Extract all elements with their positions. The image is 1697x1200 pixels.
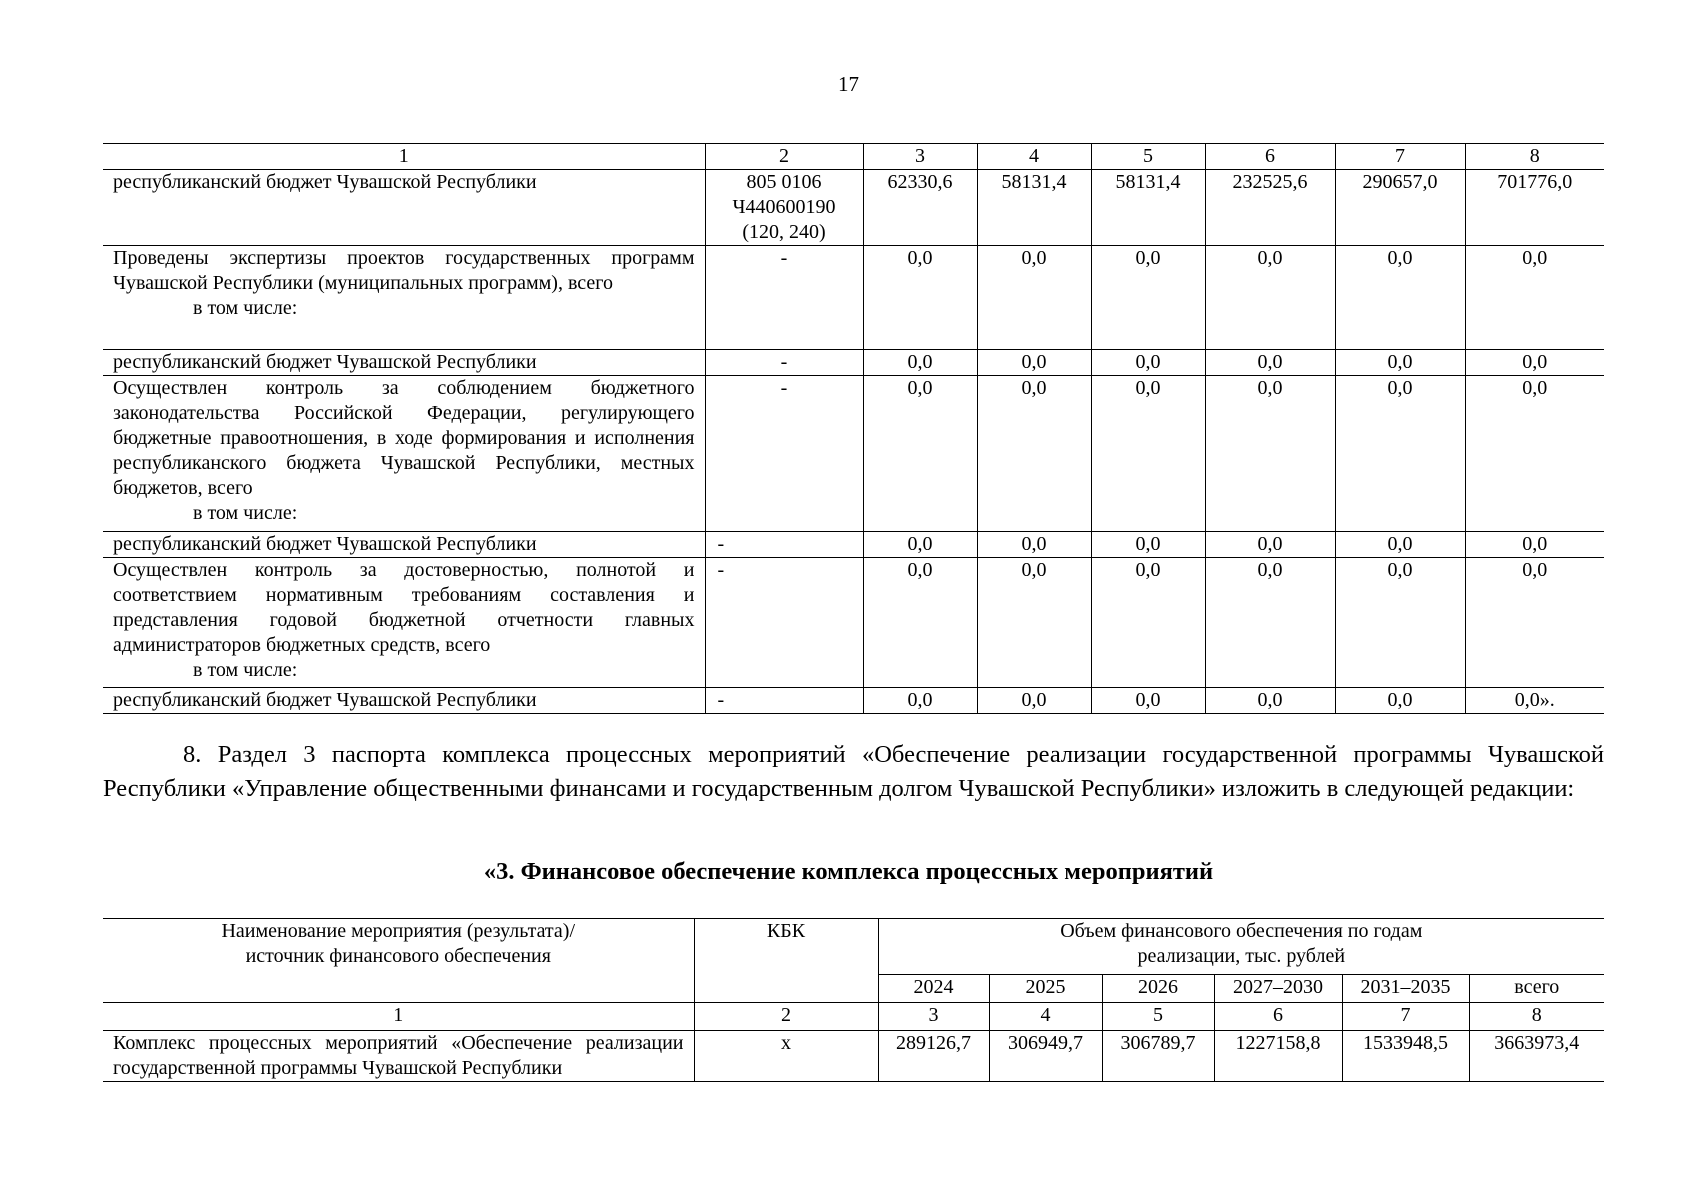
table-row xyxy=(103,170,1604,246)
row-value: 0,0 xyxy=(1205,246,1335,350)
row-value: 0,0 xyxy=(1335,558,1465,688)
row-name: республиканский бюджет Чувашской Республики xyxy=(113,351,537,373)
row-value: 0,0 xyxy=(1335,350,1465,376)
row-kbk: - xyxy=(705,532,863,558)
column-number: 1 xyxy=(103,1003,694,1031)
row-kbk: х xyxy=(694,1031,878,1082)
row-value: 0,0 xyxy=(1335,246,1465,350)
financial-support-table xyxy=(103,918,1604,1082)
row-value: 289126,7 xyxy=(878,1031,989,1082)
row-value: 0,0 xyxy=(1091,532,1205,558)
header-volume-line: реализации, тыс. рублей xyxy=(1137,945,1346,967)
row-name-cell xyxy=(103,532,705,558)
row-value: 0,0 xyxy=(1205,376,1335,532)
year-header: 2027–2030 xyxy=(1214,975,1342,1003)
row-value: 0,0 xyxy=(977,688,1091,714)
row-value: 0,0 xyxy=(977,376,1091,532)
row-value: 0,0 xyxy=(863,688,977,714)
row-value: 0,0 xyxy=(1465,376,1604,532)
year-header: 2031–2035 xyxy=(1342,975,1469,1003)
row-value: 0,0 xyxy=(1205,688,1335,714)
year-header: 2026 xyxy=(1102,975,1214,1003)
row-value: 701776,0 xyxy=(1465,170,1604,246)
kbk-line: (120, 240) xyxy=(742,221,826,243)
row-subtitle: в том числе: xyxy=(193,297,298,319)
row-name-cell xyxy=(103,170,705,246)
header-name-line: Наименование мероприятия (результата)/ xyxy=(221,920,576,942)
column-number: 6 xyxy=(1214,1003,1342,1031)
row-value: 1533948,5 xyxy=(1342,1031,1469,1082)
row-value: 0,0 xyxy=(977,246,1091,350)
row-kbk xyxy=(705,170,863,246)
header-volume-line: Объем финансового обеспечения по годам xyxy=(1060,920,1423,942)
row-value: 232525,6 xyxy=(1205,170,1335,246)
row-name: Проведены экспертизы проектов государственных программ Чувашской Республики (муниципальных программ), всего xyxy=(113,247,695,294)
row-value: 0,0 xyxy=(1091,376,1205,532)
row-value: 0,0 xyxy=(1335,688,1465,714)
column-number: 6 xyxy=(1205,144,1335,170)
row-name-cell xyxy=(103,246,705,350)
row-value: 0,0 xyxy=(1465,558,1604,688)
row-name: Осуществлен контроль за соблюдением бюджетного законодательства Российской Федерации, регулирующего бюджетные правоотношения, в ходе формирования и исполнения республиканского бюджета Чувашской Республики, местных бюджетов, всего xyxy=(113,377,695,499)
row-name: Осуществлен контроль за достоверностью, полнотой и соответствием нормативным требованиям составления и представления годовой бюджетной отчетности главных администраторов бюджетных средств, всего xyxy=(113,559,695,656)
row-subtitle: в том числе: xyxy=(193,659,298,681)
amendment-paragraph: 8. Раздел 3 паспорта комплекса процессных мероприятий «Обеспечение реализации государственной программы Чувашской Республики «Управление общественными финансами и государственным долгом Чувашской Республики» изложить в следующей редакции: xyxy=(103,741,1604,802)
row-name-cell xyxy=(103,688,705,714)
row-subtitle: в том числе: xyxy=(193,502,298,524)
row-value: 0,0». xyxy=(1465,688,1604,714)
column-number-row xyxy=(103,144,1604,170)
row-name-cell xyxy=(103,376,705,532)
row-name: Комплекс процессных мероприятий «Обеспечение реализации государственной программы Чувашской Республики xyxy=(103,1031,694,1082)
column-number: 7 xyxy=(1335,144,1465,170)
row-value: 0,0 xyxy=(1465,246,1604,350)
row-value: 0,0 xyxy=(863,246,977,350)
row-value: 290657,0 xyxy=(1335,170,1465,246)
row-name: республиканский бюджет Чувашской Республики xyxy=(113,171,537,193)
column-number: 1 xyxy=(103,144,705,170)
column-number: 3 xyxy=(863,144,977,170)
column-number: 3 xyxy=(878,1003,989,1031)
table-row xyxy=(103,1031,1604,1082)
row-kbk: - xyxy=(705,558,863,688)
row-value: 0,0 xyxy=(863,350,977,376)
row-value: 62330,6 xyxy=(863,170,977,246)
row-value: 0,0 xyxy=(1091,246,1205,350)
column-number: 2 xyxy=(694,1003,878,1031)
kbk-line: 805 0106 xyxy=(746,171,822,193)
year-header: 2025 xyxy=(989,975,1102,1003)
row-value: 0,0 xyxy=(1335,376,1465,532)
row-value: 0,0 xyxy=(1091,558,1205,688)
column-number: 5 xyxy=(1091,144,1205,170)
kbk-line: Ч440600190 xyxy=(732,196,836,218)
row-name: республиканский бюджет Чувашской Республики xyxy=(113,533,537,555)
year-header: всего xyxy=(1469,975,1604,1003)
row-value: 0,0 xyxy=(977,350,1091,376)
column-number: 8 xyxy=(1465,144,1604,170)
row-value: 0,0 xyxy=(1091,350,1205,376)
column-number: 4 xyxy=(977,144,1091,170)
column-number: 5 xyxy=(1102,1003,1214,1031)
row-name-cell xyxy=(103,350,705,376)
table-row xyxy=(103,376,1604,532)
row-kbk: - xyxy=(705,246,863,350)
row-value: 0,0 xyxy=(1465,350,1604,376)
row-value: 0,0 xyxy=(863,376,977,532)
table-row xyxy=(103,688,1604,714)
column-number: 4 xyxy=(989,1003,1102,1031)
year-header: 2024 xyxy=(878,975,989,1003)
row-value: 0,0 xyxy=(977,558,1091,688)
funding-table-continued xyxy=(103,143,1604,714)
row-value: 58131,4 xyxy=(1091,170,1205,246)
column-number: 8 xyxy=(1469,1003,1604,1031)
row-name: республиканский бюджет Чувашской Республики xyxy=(113,689,537,711)
header-volume-cell xyxy=(878,919,1604,975)
table-row xyxy=(103,558,1604,688)
page-number: 17 xyxy=(838,72,859,96)
row-kbk: - xyxy=(705,688,863,714)
row-kbk: - xyxy=(705,350,863,376)
row-name-cell xyxy=(103,558,705,688)
row-value: 1227158,8 xyxy=(1214,1031,1342,1082)
row-value: 0,0 xyxy=(863,558,977,688)
row-value: 0,0 xyxy=(1091,688,1205,714)
row-value: 0,0 xyxy=(863,532,977,558)
row-value: 3663973,4 xyxy=(1469,1031,1604,1082)
header-name-cell xyxy=(103,919,694,1003)
row-value: 0,0 xyxy=(1335,532,1465,558)
table-row xyxy=(103,350,1604,376)
table-row xyxy=(103,532,1604,558)
row-value: 58131,4 xyxy=(977,170,1091,246)
row-value: 0,0 xyxy=(977,532,1091,558)
row-value: 0,0 xyxy=(1205,558,1335,688)
header-name-line: источник финансового обеспечения xyxy=(245,945,551,967)
row-kbk: - xyxy=(705,376,863,532)
table-row xyxy=(103,246,1604,350)
row-value: 0,0 xyxy=(1205,532,1335,558)
column-number: 2 xyxy=(705,144,863,170)
row-value: 306789,7 xyxy=(1102,1031,1214,1082)
section-title: «3. Финансовое обеспечение комплекса процессных мероприятий xyxy=(483,858,1214,885)
row-value: 0,0 xyxy=(1465,532,1604,558)
row-value: 0,0 xyxy=(1205,350,1335,376)
row-value: 306949,7 xyxy=(989,1031,1102,1082)
column-number: 7 xyxy=(1342,1003,1469,1031)
header-kbk-cell: КБК xyxy=(694,919,878,1003)
column-number-row xyxy=(103,1003,1604,1031)
